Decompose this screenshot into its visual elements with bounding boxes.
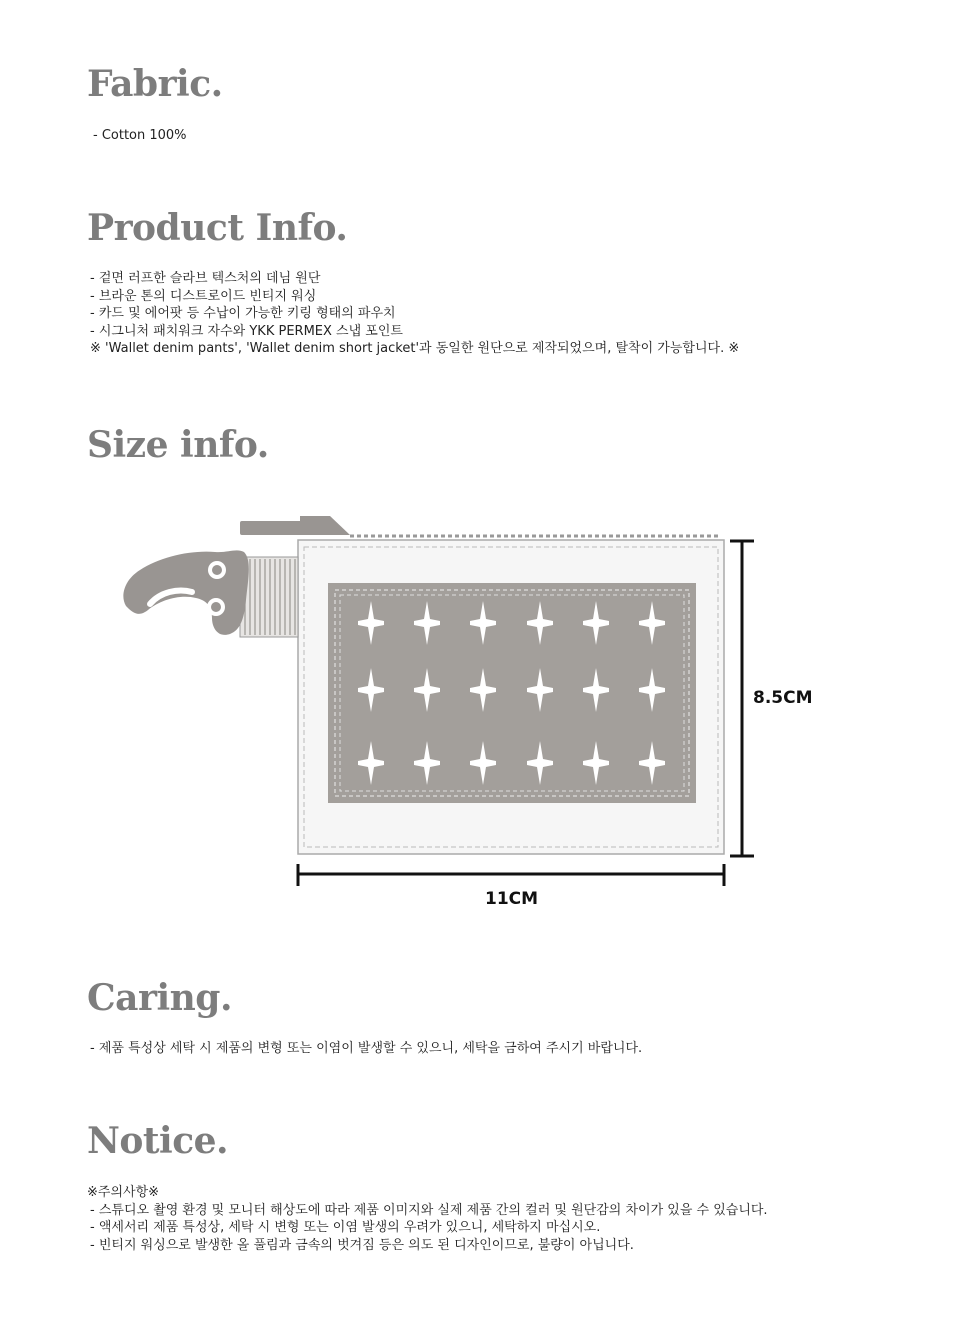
product-info-line: - 겉면 러프한 슬라브 텍스처의 데님 원단 (90, 271, 321, 286)
product-info-note: ※ 'Wallet denim pants', 'Wallet denim short jacket'과 동일한 원단으로 제작되었으며, 탈착이 가능합니다. ※ (90, 341, 740, 356)
carabiner-clip (123, 550, 248, 634)
product-info-line: - 시그니처 패치워크 자수와 YKK PERMEX 스냅 포인트 (90, 323, 403, 339)
fabric-heading: Fabric. (87, 63, 223, 105)
notice-line: - 액세서리 제품 특성상, 세탁 시 변형 또는 이염 발생의 우려가 있으니, 세탁하지 마십시오. (90, 1220, 601, 1235)
height-label: 8.5CM (753, 688, 813, 708)
notice-list (87, 1184, 768, 1254)
fabric-line: - Cotton 100% (93, 128, 187, 143)
size-info-heading: Size info. (87, 424, 269, 466)
caring-list (90, 1040, 642, 1058)
notice-heading: Notice. (87, 1120, 229, 1162)
product-info-line: - 카드 및 에어팟 등 수납이 가능한 키링 형태의 파우치 (90, 306, 396, 321)
height-measure-line (730, 541, 754, 856)
caring-heading: Caring. (87, 977, 232, 1019)
notice-line: - 빈티지 워싱으로 발생한 올 풀림과 금속의 벗겨짐 등은 의도 된 디자인이므로, 불량이 아닙니다. (90, 1237, 634, 1253)
width-measure-line (298, 864, 724, 886)
product-info-line: - 브라운 톤의 디스트로이드 빈티지 워싱 (90, 288, 317, 304)
zipper-pull (240, 516, 350, 535)
notice-title-line: ※주의사항※ (87, 1185, 160, 1200)
denim-patch (328, 583, 696, 803)
caring-line: - 제품 특성상 세탁 시 제품의 변형 또는 이염이 발생할 수 있으니, 세탁을 금하여 주시기 바랍니다. (90, 1041, 643, 1056)
width-label: 11CM (485, 889, 539, 909)
product-info-heading: Product Info. (87, 207, 348, 249)
notice-line: - 스튜디오 촬영 환경 및 모니터 해상도에 따라 제품 이미지와 실제 제품 간의 컬러 및 원단감의 차이가 있을 수 있습니다. (90, 1202, 768, 1218)
